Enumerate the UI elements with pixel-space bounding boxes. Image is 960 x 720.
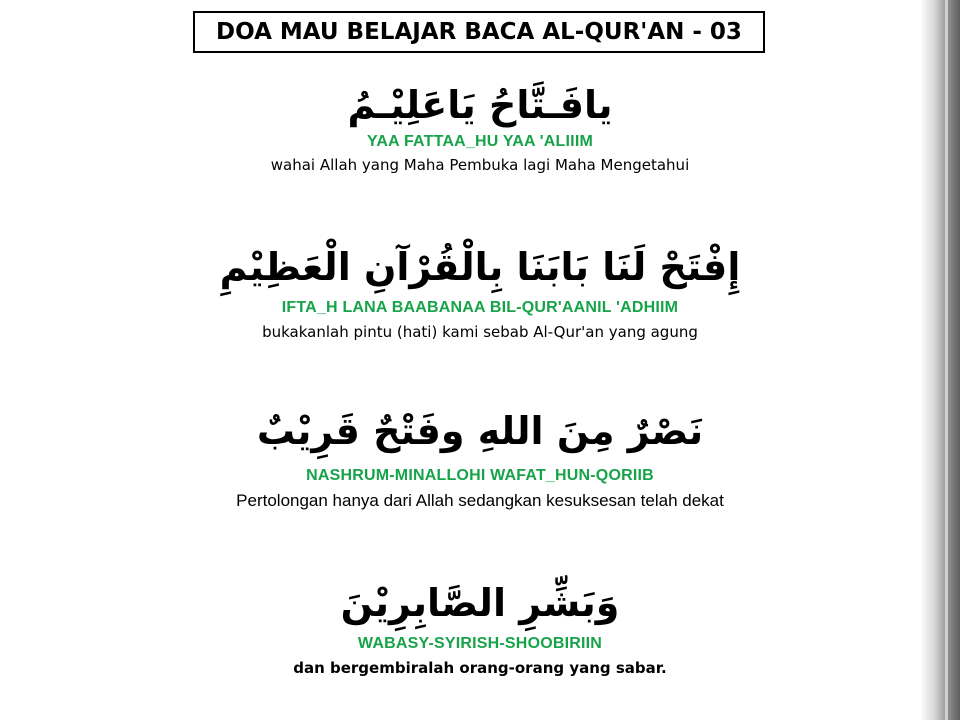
verse-1-meaning: wahai Allah yang Maha Pembuka lagi Maha Mengetahui xyxy=(270,156,690,174)
verse-2-transliteration: IFTA_H LANA BAABANAA BIL-QUR'AANIL 'ADHIIM xyxy=(281,299,679,316)
verse-3 xyxy=(0,406,960,512)
verse-2-meaning: bukakanlah pintu (hati) kami sebab Al-Qur'an yang agung xyxy=(262,323,698,341)
verse-1 xyxy=(0,80,960,176)
page-title: DOA MAU BELAJAR BACA AL-QUR'AN - 03 xyxy=(193,11,765,53)
verse-3-meaning: Pertolongan hanya dari Allah sedangkan kesuksesan telah dekat xyxy=(236,491,724,510)
verse-2-arabic: إِفْتَحْ لَنَا بَابَنَا بِالْقُرْآنِ الْعَظِيْمِ xyxy=(219,245,741,289)
verse-4-arabic: وَبَشِّرِ الصَّابِرِيْنَ xyxy=(340,581,620,625)
verse-3-transliteration: NASHRUM-MINALLOHI WAFAT_HUN-QORIIB xyxy=(306,467,654,484)
verse-4-transliteration: WABASY-SYIRISH-SHOOBIRIIN xyxy=(357,635,603,652)
verse-1-arabic: يافَـتَّاحُ يَاعَلِيْـمُ xyxy=(347,83,613,127)
verse-3-arabic: نَصْرٌ مِنَ اللهِ وفَتْحٌ قَرِيْبٌ xyxy=(256,409,704,453)
verse-4-meaning: dan bergembiralah orang-orang yang sabar. xyxy=(293,659,667,677)
verse-1-transliteration: YAA FATTAA_HU YAA 'ALIIIM xyxy=(366,133,593,150)
verse-2 xyxy=(0,242,960,343)
verse-4 xyxy=(0,578,960,679)
